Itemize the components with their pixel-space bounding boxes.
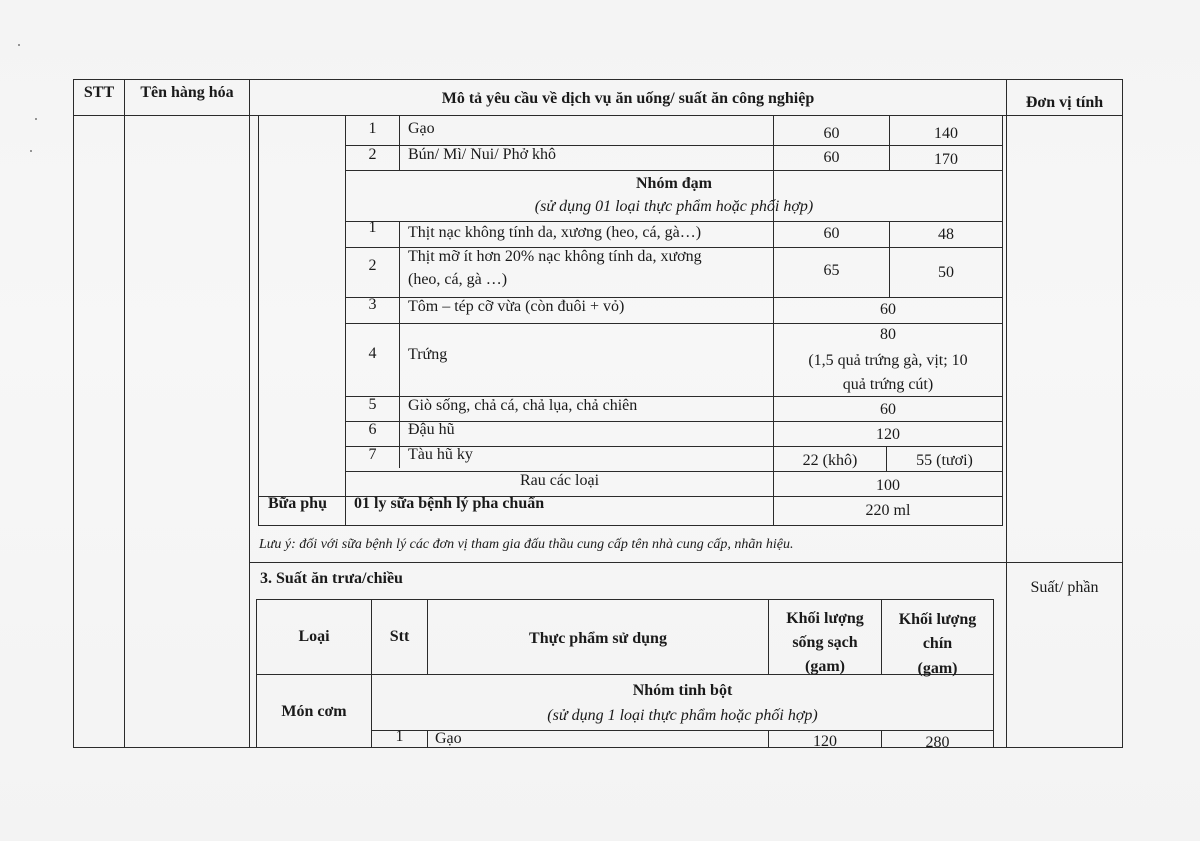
lunch-header-cooked-line1: Khối lượng — [898, 611, 977, 628]
vegetables-name: Rau các loại — [519, 472, 600, 489]
scan-speck — [30, 150, 32, 152]
row-raw-weight: 65 — [823, 262, 840, 279]
row-raw-weight: 60 — [823, 225, 840, 242]
row-food-name: Gạo — [408, 120, 435, 137]
row-cooked-weight: 280 — [925, 734, 950, 751]
snack-label: Bữa phụ — [268, 495, 327, 512]
protein-group-title: Nhóm đạm — [635, 175, 712, 192]
row-weight-line1: 80 — [880, 326, 896, 343]
scan-speck — [18, 44, 20, 46]
row-stt: 1 — [368, 120, 377, 137]
row-stt: 7 — [368, 446, 377, 463]
row-raw-weight: 60 — [823, 125, 840, 142]
row-stt: 1 — [368, 219, 377, 236]
row-food-name-line1: Thịt mỡ ít hơn 20% nạc không tính da, xương — [408, 248, 702, 265]
lunch-header-cooked-line3: (gam) — [917, 660, 958, 677]
row-food-name: Đậu hũ — [408, 421, 455, 438]
header-stt: STT — [83, 84, 115, 101]
lunch-header-raw-line3: (gam) — [805, 658, 845, 675]
header-ten-hang-hoa: Tên hàng hóa — [140, 84, 234, 101]
row-food-name-line2: (heo, cá, gà …) — [408, 271, 508, 288]
lunch-header-raw-line2: sống sạch — [792, 634, 858, 651]
row-cooked-weight: 140 — [934, 125, 958, 142]
row-stt: 4 — [368, 345, 377, 362]
vegetables-weight: 100 — [876, 477, 900, 494]
row-food-name: Trứng — [408, 346, 448, 363]
lunch-section-title: 3. Suất ăn trưa/chiều — [260, 570, 403, 587]
starch-group-title: Nhóm tinh bột — [632, 682, 733, 699]
lunch-header-stt: Stt — [389, 628, 410, 645]
lunch-header-raw-line1: Khối lượng — [786, 610, 864, 627]
row-raw-weight: 60 — [823, 149, 840, 166]
row-stt: 5 — [368, 396, 377, 413]
lunch-unit: Suất/ phần — [1030, 579, 1099, 596]
protein-group-note: (sử dụng 01 loại thực phẩm hoặc phối hợp) — [534, 198, 814, 215]
row-weight: 60 — [880, 401, 896, 418]
header-don-vi-tinh: Đơn vị tính — [1025, 94, 1104, 111]
lunch-header-thuc-pham: Thực phẩm sử dụng — [529, 630, 667, 647]
row-stt: 6 — [368, 421, 377, 438]
row-stt: 2 — [368, 257, 377, 274]
row-food-name: Bún/ Mì/ Nui/ Phở khô — [408, 146, 557, 163]
row-weight-line3: quả trứng cút) — [842, 376, 934, 393]
row-food-name: Gạo — [435, 730, 462, 747]
row-stt: 1 — [395, 728, 404, 745]
row-cooked-weight: 50 — [938, 264, 954, 281]
lunch-header-loai: Loại — [298, 628, 330, 645]
starch-group-note: (sử dụng 1 loại thực phẩm hoặc phối hợp) — [547, 707, 818, 724]
snack-volume: 220 ml — [865, 502, 911, 519]
row-stt: 3 — [368, 296, 377, 313]
note-text: Lưu ý: đối với sữa bệnh lý các đơn vị tham gia đấu thầu cung cấp tên nhà cung cấp, nhãn hiệu. — [259, 537, 794, 552]
row-weight: 60 — [880, 301, 896, 318]
row-cooked-weight: 48 — [938, 226, 954, 243]
lunch-type: Món cơm — [281, 703, 347, 720]
row-food-name: Giò sống, chả cá, chả lụa, chả chiên — [408, 397, 638, 414]
lunch-header-cooked-line2: chín — [922, 635, 953, 652]
row-cooked-weight: 170 — [934, 151, 958, 168]
row-weight-line2: (1,5 quả trứng gà, vịt; 10 — [808, 352, 968, 369]
row-food-name: Tàu hũ ky — [408, 446, 473, 463]
row-cooked-weight: 55 (tươi) — [916, 452, 973, 469]
snack-name: 01 ly sữa bệnh lý pha chuẩn — [354, 495, 545, 512]
header-mo-ta: Mô tả yêu cầu về dịch vụ ăn uống/ suất ăn công nghiệp — [441, 90, 815, 107]
row-raw-weight: 120 — [813, 733, 837, 750]
row-raw-weight: 22 (khô) — [802, 452, 858, 469]
row-food-name: Tôm – tép cỡ vừa (còn đuôi + vỏ) — [408, 298, 625, 315]
scan-speck — [35, 118, 37, 120]
row-stt: 2 — [368, 146, 377, 163]
row-food-name: Thịt nạc không tính da, xương (heo, cá, gà…) — [408, 224, 702, 241]
row-weight: 120 — [876, 426, 900, 443]
